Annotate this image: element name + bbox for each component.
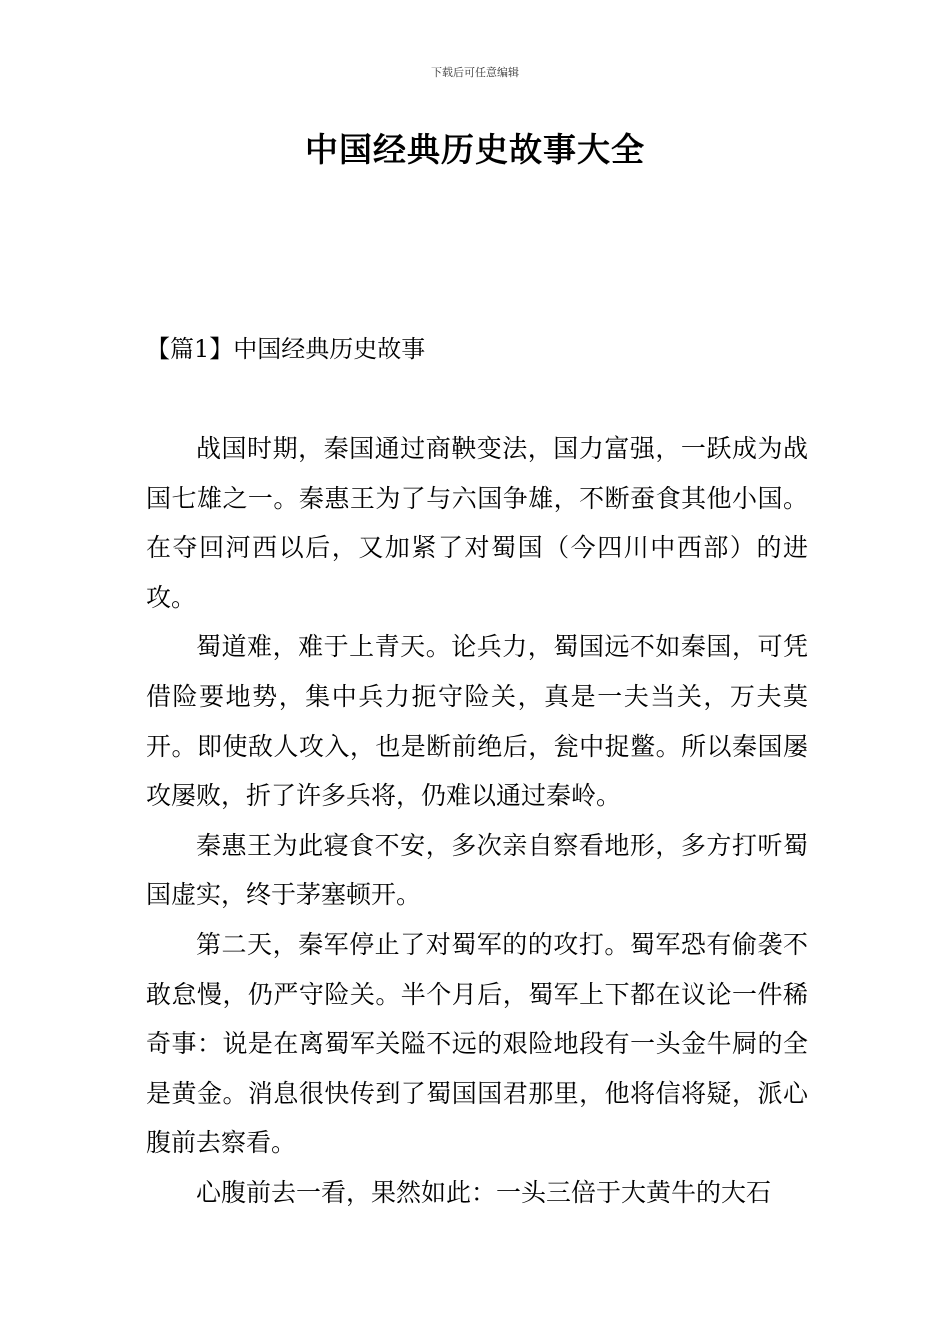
paragraph: 心腹前去一看，果然如此：一头三倍于大黄牛的大石 [196,1177,772,1207]
paragraph: 秦惠王为此寝食不安，多次亲自察看地形，多方打听蜀国虚实，终于茅塞顿开。 [146,830,808,910]
body-text [146,424,808,1218]
paragraph: 战国时期，秦国通过商鞅变法，国力富强，一跃成为战国七雄之一。秦惠王为了与六国争雄，不断蚕食其他小国。在夺回河西以后，又加紧了对蜀国（今四川中西部）的进攻。 [146,434,808,612]
paragraph: 蜀道难，难于上青天。论兵力，蜀国远不如秦国，可凭借险要地势，集中兵力扼守险关，真是一夫当关，万夫莫开。即使敌人攻入，也是断前绝后，瓮中捉鳖。所以秦国屡攻屡败，折了许多兵将，仍难以通过秦岭。 [146,632,808,811]
header-note: 下载后可任意编辑 [431,66,519,79]
document-title: 中国经典历史故事大全 [305,130,645,169]
section-heading: 【篇1】中国经典历史故事 [146,335,426,363]
paragraph: 第二天，秦军停止了对蜀军的的攻打。蜀军恐有偷袭不敢怠慢，仍严守险关。半个月后，蜀军上下都在议论一件稀奇事：说是在离蜀军关隘不远的艰险地段有一头金牛屙的全是黄金。消息很快传到了蜀国国君那里，他将信将疑，派心腹前去察看。 [146,929,808,1158]
